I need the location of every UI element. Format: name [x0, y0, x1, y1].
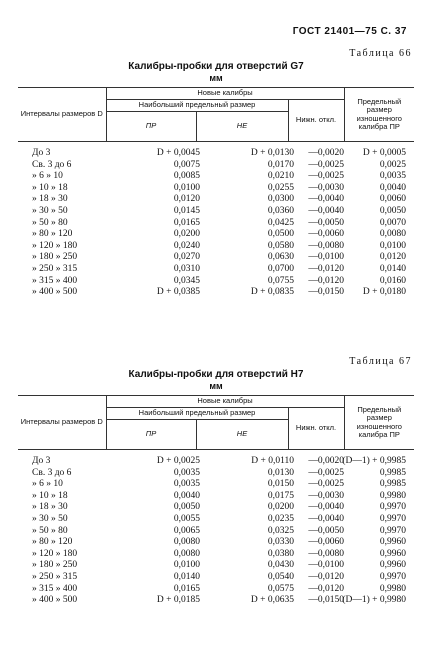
- row-ne: 0,0325: [267, 525, 294, 536]
- row-interval: » 6 » 10: [32, 479, 63, 490]
- row-worn-limit: 0,0035: [379, 171, 406, 182]
- row-pr: 0,0085: [173, 171, 200, 182]
- header-ne: НЕ: [196, 420, 288, 450]
- row-pr: D + 0,0025: [156, 456, 200, 466]
- table-row: [18, 537, 414, 549]
- row-interval: До 3: [32, 148, 51, 158]
- row-lower-dev: —0,0120: [308, 583, 344, 594]
- row-interval: » 18 » 30: [32, 194, 68, 205]
- header-new-gauges: Новые калибры: [106, 396, 344, 408]
- table-row: [18, 502, 414, 514]
- row-interval: » 50 » 80: [32, 525, 68, 536]
- row-interval: » 30 » 50: [32, 513, 68, 524]
- row-interval: » 80 » 120: [32, 537, 73, 548]
- row-pr: 0,0075: [173, 159, 200, 170]
- table-row: [18, 560, 414, 572]
- row-lower-dev: —0,0100: [308, 252, 344, 263]
- table-row: [18, 287, 414, 299]
- row-lower-dev: —0,0040: [308, 513, 344, 524]
- header-worn-limit: Предельный размер изношенного калибра ПР: [344, 88, 414, 142]
- table-row: [18, 549, 414, 561]
- row-ne: 0,0200: [267, 502, 294, 513]
- row-ne: 0,0575: [267, 583, 294, 594]
- row-ne: 0,0580: [267, 240, 294, 251]
- table-row: [18, 171, 414, 183]
- header-ne: НЕ: [196, 112, 288, 142]
- row-worn-limit: 0,9970: [379, 525, 406, 536]
- row-lower-dev: —0,0050: [308, 217, 344, 228]
- row-worn-limit: 0,0070: [379, 217, 406, 228]
- row-interval: » 18 » 30: [32, 502, 68, 513]
- table-row: [18, 468, 414, 480]
- table-row: [18, 584, 414, 596]
- row-interval: Св. 3 до 6: [32, 467, 72, 478]
- row-ne: 0,0755: [267, 275, 294, 286]
- row-ne: 0,0300: [267, 194, 294, 205]
- row-worn-limit: 0,9960: [379, 537, 406, 548]
- row-worn-limit: 0,9970: [379, 513, 406, 524]
- table-header: [18, 87, 414, 142]
- row-lower-dev: —0,0120: [308, 571, 344, 582]
- row-worn-limit: (D—1) + 0,9980: [342, 595, 406, 606]
- row-lower-dev: —0,0100: [308, 560, 344, 571]
- row-pr: 0,0240: [173, 240, 200, 251]
- row-ne: 0,0430: [267, 560, 294, 571]
- row-pr: D + 0,0385: [156, 287, 200, 298]
- row-pr: 0,0165: [173, 217, 200, 228]
- row-ne: 0,0630: [267, 252, 294, 263]
- row-worn-limit: D + 0,0005: [362, 148, 406, 158]
- table-row: [18, 514, 414, 526]
- row-lower-dev: —0,0050: [308, 525, 344, 536]
- row-lower-dev: —0,0060: [308, 537, 344, 548]
- row-interval: » 120 » 180: [32, 240, 78, 251]
- table-unit: мм: [209, 381, 223, 391]
- row-ne: 0,0330: [267, 537, 294, 548]
- row-ne: 0,0150: [267, 479, 294, 490]
- row-ne: 0,0170: [267, 159, 294, 170]
- row-pr: 0,0100: [173, 560, 200, 571]
- table-row: [18, 229, 414, 241]
- table-row: [18, 206, 414, 218]
- table-row: [18, 252, 414, 264]
- row-interval: » 180 » 250: [32, 252, 78, 263]
- row-ne: D + 0,0835: [250, 287, 294, 298]
- table-unit: мм: [209, 73, 223, 83]
- table-header: [18, 395, 414, 450]
- row-worn-limit: 0,0080: [379, 229, 406, 240]
- row-interval: Св. 3 до 6: [32, 159, 72, 170]
- row-ne: 0,0210: [267, 171, 294, 182]
- row-worn-limit: 0,9985: [379, 479, 406, 490]
- header-lower-dev: Нижн. откл.: [288, 408, 344, 450]
- row-pr: 0,0140: [173, 571, 200, 582]
- row-pr: 0,0100: [173, 182, 200, 193]
- row-worn-limit: 0,0040: [379, 182, 406, 193]
- row-lower-dev: —0,0040: [308, 205, 344, 216]
- header-lower-dev: Нижн. откл.: [288, 100, 344, 142]
- row-interval: » 250 » 315: [32, 263, 78, 274]
- row-lower-dev: —0,0020: [308, 148, 344, 158]
- header-worn-limit: Предельный размер изношенного калибра ПР: [344, 396, 414, 450]
- header-pr: ПР: [106, 112, 196, 142]
- row-pr: D + 0,0045: [156, 148, 200, 158]
- table-67-section: [18, 356, 414, 607]
- row-lower-dev: —0,0080: [308, 548, 344, 559]
- row-lower-dev: —0,0030: [308, 490, 344, 501]
- row-pr: 0,0055: [173, 513, 200, 524]
- row-lower-dev: —0,0025: [308, 159, 344, 170]
- row-interval: » 315 » 400: [32, 583, 78, 594]
- row-pr: 0,0120: [173, 194, 200, 205]
- row-interval: » 400 » 500: [32, 595, 78, 606]
- table-row: [18, 491, 414, 503]
- row-pr: 0,0145: [173, 205, 200, 216]
- row-interval: » 80 » 120: [32, 229, 73, 240]
- header-intervals: Интервалы размеров D: [18, 396, 106, 450]
- row-worn-limit: 0,0100: [379, 240, 406, 251]
- table-row: [18, 194, 414, 206]
- row-pr: 0,0310: [173, 263, 200, 274]
- row-ne: 0,0540: [267, 571, 294, 582]
- table-row: [18, 160, 414, 172]
- row-lower-dev: —0,0150: [308, 595, 344, 606]
- row-interval: » 6 » 10: [32, 171, 63, 182]
- header-new-gauges: Новые калибры: [106, 88, 344, 100]
- row-pr: 0,0035: [173, 467, 200, 478]
- row-worn-limit: 0,0160: [379, 275, 406, 286]
- table-row: [18, 148, 414, 160]
- row-lower-dev: —0,0040: [308, 194, 344, 205]
- header-largest-limit: Наибольший предельный размер: [106, 100, 288, 112]
- table-66-body: [18, 148, 414, 299]
- row-pr: 0,0345: [173, 275, 200, 286]
- row-interval: » 10 » 18: [32, 490, 68, 501]
- row-pr: 0,0050: [173, 502, 200, 513]
- row-ne: 0,0255: [267, 182, 294, 193]
- row-pr: 0,0165: [173, 583, 200, 594]
- row-lower-dev: —0,0025: [308, 467, 344, 478]
- row-pr: 0,0080: [173, 537, 200, 548]
- table-row: [18, 183, 414, 195]
- row-interval: » 315 » 400: [32, 275, 78, 286]
- table-row: [18, 241, 414, 253]
- row-interval: До 3: [32, 456, 51, 466]
- row-worn-limit: 0,9970: [379, 502, 406, 513]
- row-worn-limit: (D—1) + 0,9985: [342, 456, 406, 466]
- row-worn-limit: D + 0,0180: [362, 287, 406, 298]
- row-interval: » 180 » 250: [32, 560, 78, 571]
- row-interval: » 50 » 80: [32, 217, 68, 228]
- page-header: ГОСТ 21401—75 С. 37: [292, 26, 407, 37]
- table-row: [18, 456, 414, 468]
- row-worn-limit: 0,0060: [379, 194, 406, 205]
- row-ne: 0,0175: [267, 490, 294, 501]
- table-title: Калибры-пробки для отверстий G7: [128, 61, 304, 72]
- row-lower-dev: —0,0120: [308, 263, 344, 274]
- table-row: [18, 218, 414, 230]
- row-worn-limit: 0,9960: [379, 548, 406, 559]
- row-interval: » 30 » 50: [32, 205, 68, 216]
- row-lower-dev: —0,0120: [308, 275, 344, 286]
- table-row: [18, 276, 414, 288]
- row-worn-limit: 0,9980: [379, 583, 406, 594]
- row-interval: » 120 » 180: [32, 548, 78, 559]
- table-title: Калибры-пробки для отверстий H7: [128, 369, 304, 380]
- row-worn-limit: 0,9960: [379, 560, 406, 571]
- row-pr: 0,0065: [173, 525, 200, 536]
- table-row: [18, 572, 414, 584]
- header-intervals: Интервалы размеров D: [18, 88, 106, 142]
- row-lower-dev: —0,0020: [308, 456, 344, 466]
- row-worn-limit: 0,9985: [379, 467, 406, 478]
- row-worn-limit: 0,0140: [379, 263, 406, 274]
- table-row: [18, 526, 414, 538]
- row-lower-dev: —0,0150: [308, 287, 344, 298]
- row-pr: 0,0200: [173, 229, 200, 240]
- row-interval: » 250 » 315: [32, 571, 78, 582]
- row-worn-limit: 0,0025: [379, 159, 406, 170]
- row-lower-dev: —0,0080: [308, 240, 344, 251]
- row-lower-dev: —0,0030: [308, 182, 344, 193]
- row-ne: 0,0500: [267, 229, 294, 240]
- row-ne: 0,0700: [267, 263, 294, 274]
- row-ne: 0,0360: [267, 205, 294, 216]
- row-pr: 0,0040: [173, 490, 200, 501]
- row-ne: 0,0380: [267, 548, 294, 559]
- table-label: Таблица 67: [349, 356, 412, 367]
- row-ne: D + 0,0110: [251, 456, 294, 466]
- header-largest-limit: Наибольший предельный размер: [106, 408, 288, 420]
- row-interval: » 10 » 18: [32, 182, 68, 193]
- table-row: [18, 264, 414, 276]
- header-pr: ПР: [106, 420, 196, 450]
- row-ne: D + 0,0130: [250, 148, 294, 158]
- row-pr: 0,0035: [173, 479, 200, 490]
- row-ne: 0,0425: [267, 217, 294, 228]
- row-worn-limit: 0,9980: [379, 490, 406, 501]
- row-worn-limit: 0,0050: [379, 205, 406, 216]
- row-pr: 0,0080: [173, 548, 200, 559]
- row-ne: 0,0235: [267, 513, 294, 524]
- row-ne: 0,0130: [267, 467, 294, 478]
- table-row: [18, 595, 414, 607]
- table-67-body: [18, 456, 414, 607]
- row-interval: » 400 » 500: [32, 287, 78, 298]
- row-worn-limit: 0,9970: [379, 571, 406, 582]
- table-66-section: [18, 48, 414, 299]
- table-label: Таблица 66: [349, 48, 412, 59]
- row-pr: 0,0270: [173, 252, 200, 263]
- row-pr: D + 0,0185: [156, 595, 200, 606]
- row-lower-dev: —0,0060: [308, 229, 344, 240]
- table-row: [18, 479, 414, 491]
- row-worn-limit: 0,0120: [379, 252, 406, 263]
- row-lower-dev: —0,0040: [308, 502, 344, 513]
- row-lower-dev: —0,0025: [308, 171, 344, 182]
- row-ne: D + 0,0635: [250, 595, 294, 606]
- row-lower-dev: —0,0025: [308, 479, 344, 490]
